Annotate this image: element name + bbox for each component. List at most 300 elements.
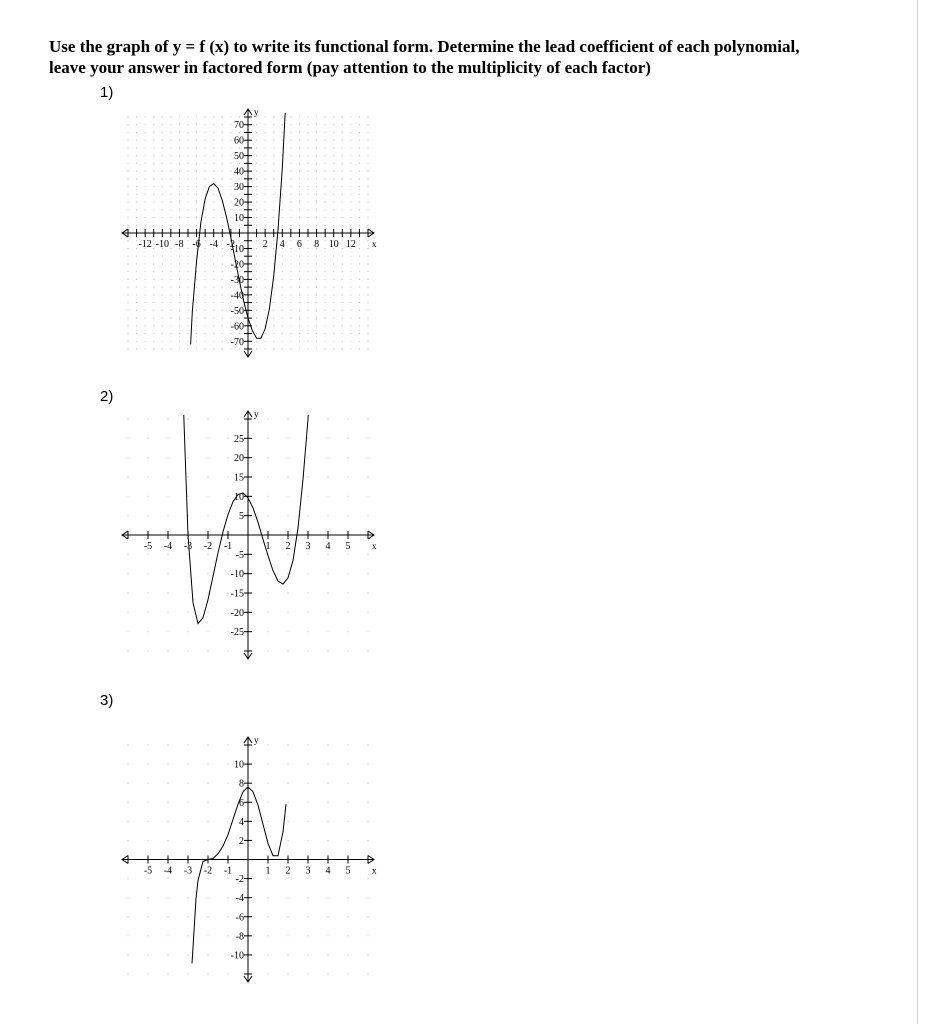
graph-3-y-tick-label: -8 (235, 931, 244, 943)
graph-1-grid-dot (290, 333, 291, 334)
graph-1-grid-dot (350, 163, 351, 164)
graph-1-grid-dot (342, 124, 343, 125)
graph-1-grid-dot (213, 209, 214, 210)
graph-1-grid-dot (196, 140, 197, 141)
graph-2-grid-dot (368, 573, 369, 574)
graph-1-grid-dot (308, 147, 309, 148)
graph-1-grid-dot (170, 186, 171, 187)
graph-1-grid-dot (222, 333, 223, 334)
graph-1-grid-dot (153, 349, 154, 350)
graph-1-grid-dot (145, 140, 146, 141)
graph-1-grid-dot (170, 209, 171, 210)
graph-1-grid-dot (136, 318, 137, 319)
graph-2-grid-dot (328, 477, 329, 478)
graph-3-y-tick-label: 6 (239, 797, 244, 809)
graph-1-grid-dot (282, 209, 283, 210)
graph-1-grid-dot (128, 217, 129, 218)
graph-1-grid-dot (290, 302, 291, 303)
graph-1-grid-dot (325, 287, 326, 288)
graph-1-grid-dot (162, 287, 163, 288)
graph-1-grid-dot (256, 294, 257, 295)
graph-3-grid-dot (148, 897, 149, 898)
graph-3-grid-dot (348, 935, 349, 936)
graph-1-grid-dot (316, 287, 317, 288)
graph-1-grid-dot (188, 171, 189, 172)
graph-1-grid-dot (316, 117, 317, 118)
graph-1-grid-dot (325, 333, 326, 334)
graph-1-grid-dot (162, 209, 163, 210)
graph-2-grid-dot (128, 631, 129, 632)
graph-1-grid-dot (290, 209, 291, 210)
graph-1-grid-dot (153, 140, 154, 141)
graph-2-grid-dot (128, 593, 129, 594)
graph-1-grid-dot (265, 302, 266, 303)
graph-1-grid-dot (299, 287, 300, 288)
graph-1-grid-dot (188, 294, 189, 295)
graph-1-grid-dot (256, 140, 257, 141)
graph-3-grid-dot (188, 745, 189, 746)
graph-1-grid-dot (316, 178, 317, 179)
graph-1-grid-dot (222, 310, 223, 311)
graph-1-grid-dot (145, 209, 146, 210)
graph-1-grid-dot (222, 325, 223, 326)
graph-1-grid-dot (299, 147, 300, 148)
graph-1-grid-dot (188, 132, 189, 133)
graph-3-grid-dot (148, 935, 149, 936)
graph-1-grid-dot (188, 240, 189, 241)
graph-1-grid-dot (136, 163, 137, 164)
graph-1-grid-dot (196, 333, 197, 334)
graph-3-grid-dot (228, 878, 229, 879)
graph-1-grid-dot (128, 310, 129, 311)
graph-1-grid-dot (205, 147, 206, 148)
graph-1-grid-dot (290, 178, 291, 179)
graph-1-y-tick-label: 50 (234, 151, 244, 163)
graph-1-grid-dot (350, 341, 351, 342)
graph-1-grid-dot (273, 209, 274, 210)
graph-3-grid-dot (328, 764, 329, 765)
graph-1-grid-dot (325, 318, 326, 319)
graph-1-grid-dot (153, 279, 154, 280)
graph-1-y-tick-label: 60 (234, 135, 244, 147)
graph-2-grid-dot (128, 554, 129, 555)
graph-3-grid-dot (128, 954, 129, 955)
graph-1-grid-dot (213, 202, 214, 203)
graph-1-grid-dot (316, 202, 317, 203)
graph-3-grid-dot (268, 916, 269, 917)
graph-1-grid-dot (316, 194, 317, 195)
graph-1-grid-dot (145, 349, 146, 350)
graph-2-grid-dot (128, 612, 129, 613)
graph-1-grid-dot (265, 155, 266, 156)
graph-1-grid-dot (222, 117, 223, 118)
graph-3-grid-dot (288, 783, 289, 784)
graph-1-grid-dot (256, 147, 257, 148)
graph-1-grid-dot (308, 217, 309, 218)
graph-1-grid-dot (179, 171, 180, 172)
graph-2-grid-dot (268, 438, 269, 439)
graph-2-grid-dot (148, 477, 149, 478)
graph-2-grid-dot (188, 457, 189, 458)
graph-1-grid-dot (196, 155, 197, 156)
graph-1-grid-dot (196, 287, 197, 288)
graph-1-grid-dot (350, 124, 351, 125)
graph-1-x-tick-label: 12 (345, 239, 356, 250)
graph-1-grid-dot (299, 163, 300, 164)
graph-1-grid-dot (213, 256, 214, 257)
graph-3-grid-dot (328, 783, 329, 784)
graph-1-grid-dot (342, 117, 343, 118)
graph-1-grid-dot (350, 279, 351, 280)
graph-1-grid-dot (350, 310, 351, 311)
graph-1-grid-dot (162, 294, 163, 295)
graph-3-y-tick-label: -10 (230, 950, 244, 962)
graph-1-grid-dot (136, 202, 137, 203)
graph-1-grid-dot (153, 271, 154, 272)
graph-1-grid-dot (256, 271, 257, 272)
graph-1-grid-dot (350, 225, 351, 226)
graph-1-grid-dot (316, 279, 317, 280)
graph-1-grid-dot (316, 294, 317, 295)
graph-1-grid-dot (136, 263, 137, 264)
graph-3-grid-dot (308, 935, 309, 936)
graph-1-grid-dot (213, 124, 214, 125)
graph-2-grid-dot (268, 515, 269, 516)
graph-1-grid-dot (308, 325, 309, 326)
graph-1-grid-dot (359, 325, 360, 326)
graph-3-grid-dot (328, 840, 329, 841)
graph-1-grid-dot (230, 349, 231, 350)
graph-1-grid-dot (299, 140, 300, 141)
graph-3-x-tick-label: 2 (285, 865, 291, 877)
graph-1-grid-dot (316, 186, 317, 187)
graph-2-grid-dot (168, 457, 169, 458)
graph-3-grid-dot (168, 764, 169, 765)
graph-3-grid-dot (168, 897, 169, 898)
graph-3-grid-dot (188, 783, 189, 784)
graph-1-grid-dot (239, 117, 240, 118)
graph-1-grid-dot (265, 333, 266, 334)
graph-1-grid-dot (162, 132, 163, 133)
graph-1-grid-dot (256, 163, 257, 164)
graph-1-grid-dot (273, 325, 274, 326)
graph-1-grid-dot (333, 124, 334, 125)
graph-1-grid-dot (205, 271, 206, 272)
graph-1-grid-dot (179, 117, 180, 118)
graph-1-grid-dot (153, 325, 154, 326)
graph-1-grid-dot (128, 349, 129, 350)
graph-1-grid-dot (350, 155, 351, 156)
graph-1-grid-dot (333, 202, 334, 203)
graph-2-grid-dot (128, 573, 129, 574)
graph-3-grid-dot (208, 764, 209, 765)
graph-1-grid-dot (273, 186, 274, 187)
graph-3-grid-dot (288, 764, 289, 765)
graph-3-grid-dot (268, 935, 269, 936)
graph-1-grid-dot (170, 132, 171, 133)
graph-1-grid-dot (299, 225, 300, 226)
graph-3-grid-dot (288, 954, 289, 955)
graph-2-grid-dot (228, 477, 229, 478)
graph-1-grid-dot (290, 147, 291, 148)
graph-1-grid-dot (188, 194, 189, 195)
graph-1-grid-dot (136, 294, 137, 295)
graph-1-grid-dot (290, 132, 291, 133)
graph-1-grid-dot (256, 333, 257, 334)
graph-1-x-tick-label: -10 (155, 239, 169, 250)
graph-1-grid-dot (359, 132, 360, 133)
graph-1-grid-dot (205, 318, 206, 319)
problem-2-graph (118, 407, 380, 663)
graph-1-grid-dot (282, 186, 283, 187)
graph-1-grid-dot (136, 310, 137, 311)
graph-1-grid-dot (145, 333, 146, 334)
graph-1-grid-dot (162, 217, 163, 218)
graph-3-grid-dot (228, 897, 229, 898)
graph-2-grid-dot (268, 651, 269, 652)
problem-3-number: 3) (100, 692, 114, 709)
graph-1-grid-dot (128, 155, 129, 156)
graph-2-grid-dot (128, 457, 129, 458)
graph-1-grid-dot (273, 171, 274, 172)
graph-3-y-tick-label: 10 (234, 759, 244, 771)
graph-1-grid-dot (222, 124, 223, 125)
graph-1-grid-dot (162, 124, 163, 125)
graph-3-grid-dot (128, 783, 129, 784)
graph-1-grid-dot (179, 341, 180, 342)
graph-1-grid-dot (179, 279, 180, 280)
graph-1-grid-dot (333, 294, 334, 295)
graph-1-grid-dot (136, 248, 137, 249)
graph-1-y-tick-label: 10 (234, 213, 244, 225)
graph-1-grid-dot (316, 171, 317, 172)
graph-1-grid-dot (145, 117, 146, 118)
graph-1-x-axis-label: x (372, 239, 377, 249)
graph-1-grid-dot (256, 132, 257, 133)
graph-1-grid-dot (205, 194, 206, 195)
graph-1-grid-dot (308, 178, 309, 179)
graph-2-grid-dot (348, 593, 349, 594)
graph-1-y-tick-label: -40 (230, 290, 244, 302)
graph-1-grid-dot (316, 271, 317, 272)
graph-3-grid-dot (128, 821, 129, 822)
graph-1-grid-dot (196, 294, 197, 295)
graph-1-grid-dot (179, 294, 180, 295)
graph-1-grid-dot (256, 186, 257, 187)
graph-3-grid-dot (308, 954, 309, 955)
graph-3-grid-dot (348, 916, 349, 917)
graph-1-grid-dot (205, 178, 206, 179)
graph-1-grid-dot (188, 225, 189, 226)
graph-1-grid-dot (205, 294, 206, 295)
graph-3-y-tick-label: -6 (235, 912, 244, 924)
graph-1-grid-dot (273, 263, 274, 264)
graph-1-grid-dot (136, 271, 137, 272)
graph-1-grid-dot (230, 302, 231, 303)
graph-1-grid-dot (325, 209, 326, 210)
graph-3-grid-dot (348, 840, 349, 841)
graph-1-grid-dot (342, 147, 343, 148)
graph-2-grid-dot (148, 573, 149, 574)
graph-1-grid-dot (342, 271, 343, 272)
graph-3-grid-dot (268, 897, 269, 898)
graph-3-x-tick-label: -4 (163, 865, 173, 877)
graph-2-grid-dot (168, 651, 169, 652)
graph-1-grid-dot (290, 194, 291, 195)
graph-1-grid-dot (128, 302, 129, 303)
graph-1-grid-dot (188, 333, 189, 334)
graph-1-grid-dot (222, 178, 223, 179)
graph-3-grid-dot (228, 802, 229, 803)
graph-1-grid-dot (162, 194, 163, 195)
graph-1-grid-dot (170, 202, 171, 203)
graph-1-grid-dot (316, 302, 317, 303)
graph-1-grid-dot (230, 124, 231, 125)
graph-1-grid-dot (256, 248, 257, 249)
graph-1-grid-dot (170, 287, 171, 288)
graph-1-grid-dot (299, 155, 300, 156)
graph-3-grid-dot (328, 821, 329, 822)
graph-1-grid-dot (265, 271, 266, 272)
graph-1-grid-dot (128, 178, 129, 179)
graph-3-x-tick-label: -1 (223, 865, 233, 877)
graph-1-grid-dot (230, 217, 231, 218)
graph-1-grid-dot (359, 209, 360, 210)
graph-3-grid-dot (168, 916, 169, 917)
graph-1-grid-dot (333, 117, 334, 118)
graph-2-y-tick-label: -5 (235, 549, 244, 561)
graph-2-x-tick-label: 2 (285, 541, 291, 552)
graph-1-grid-dot (205, 240, 206, 241)
graph-3-grid-dot (328, 878, 329, 879)
graph-1-grid-dot (359, 256, 360, 257)
graph-1-grid-dot (265, 186, 266, 187)
graph-1-grid-dot (282, 256, 283, 257)
graph-2-grid-dot (348, 438, 349, 439)
graph-1-grid-dot (179, 225, 180, 226)
graph-1-grid-dot (333, 171, 334, 172)
problem-2-number: 2) (100, 388, 114, 405)
graph-1-grid-dot (316, 225, 317, 226)
graph-1-grid-dot (162, 186, 163, 187)
graph-3-grid-dot (208, 974, 209, 975)
graph-1-grid-dot (222, 209, 223, 210)
graph-1-grid-dot (368, 155, 369, 156)
graph-1-grid-dot (342, 279, 343, 280)
graph-3-x-tick-label: 3 (305, 865, 311, 877)
graph-1-grid-dot (162, 225, 163, 226)
graph-1-grid-dot (350, 318, 351, 319)
graph-1-grid-dot (359, 271, 360, 272)
graph-1-y-tick-label: -30 (230, 274, 244, 286)
graph-1-grid-dot (342, 163, 343, 164)
graph-1-grid-dot (145, 124, 146, 125)
graph-1-grid-dot (196, 171, 197, 172)
graph-1-grid-dot (205, 310, 206, 311)
graph-1-grid-dot (368, 209, 369, 210)
graph-2-grid-dot (368, 477, 369, 478)
graph-2-grid-dot (188, 496, 189, 497)
graph-1-grid-dot (145, 302, 146, 303)
graph-1-grid-dot (290, 287, 291, 288)
graph-1-grid-dot (368, 147, 369, 148)
graph-1-grid-dot (368, 333, 369, 334)
graph-3-grid-dot (148, 745, 149, 746)
graph-1-grid-dot (213, 132, 214, 133)
graph-1-grid-dot (230, 209, 231, 210)
graph-2-grid-dot (368, 554, 369, 555)
graph-1-grid-dot (205, 117, 206, 118)
graph-1-grid-dot (239, 147, 240, 148)
graph-1-grid-dot (188, 263, 189, 264)
graph-1-grid-dot (213, 302, 214, 303)
graph-3-grid-dot (128, 916, 129, 917)
graph-1-x-tick-label: 4 (279, 239, 285, 250)
graph-3-grid-dot (368, 802, 369, 803)
graph-1-grid-dot (230, 225, 231, 226)
graph-1-y-tick-label: 30 (234, 182, 244, 194)
graph-2-grid-dot (128, 651, 129, 652)
graph-1-grid-dot (350, 217, 351, 218)
graph-1-grid-dot (342, 155, 343, 156)
graph-1-grid-dot (230, 194, 231, 195)
graph-1-grid-dot (145, 294, 146, 295)
graph-1-y-tick-label: -10 (230, 243, 244, 255)
graph-1-grid-dot (299, 279, 300, 280)
graph-1-grid-dot (128, 287, 129, 288)
graph-1-grid-dot (333, 333, 334, 334)
graph-1-grid-dot (368, 302, 369, 303)
graph-3-grid-dot (128, 897, 129, 898)
graph-1-grid-dot (179, 209, 180, 210)
graph-1-grid-dot (128, 248, 129, 249)
graph-1-x-tick-label: -2 (226, 239, 236, 250)
graph-1-grid-dot (230, 140, 231, 141)
graph-3-grid-dot (348, 821, 349, 822)
graph-1-grid-dot (299, 194, 300, 195)
graph-1-grid-dot (188, 256, 189, 257)
graph-2-grid-dot (148, 593, 149, 594)
graph-1-grid-dot (162, 302, 163, 303)
graph-1-grid-dot (213, 294, 214, 295)
graph-1-grid-dot (128, 341, 129, 342)
graph-1-grid-dot (273, 140, 274, 141)
graph-1-grid-dot (230, 163, 231, 164)
graph-1-grid-dot (290, 271, 291, 272)
graph-1-grid-dot (170, 341, 171, 342)
graph-1-grid-dot (299, 271, 300, 272)
graph-1-grid-dot (128, 117, 129, 118)
graph-1-grid-dot (316, 256, 317, 257)
graph-1-grid-dot (299, 333, 300, 334)
graph-1-grid-dot (153, 155, 154, 156)
graph-1-grid-dot (342, 132, 343, 133)
graph-1-grid-dot (213, 271, 214, 272)
graph-1-grid-dot (145, 171, 146, 172)
graph-1-grid-dot (222, 294, 223, 295)
graph-1-grid-dot (325, 117, 326, 118)
graph-1-grid-dot (359, 333, 360, 334)
graph-1-grid-dot (188, 163, 189, 164)
graph-1-grid-dot (170, 217, 171, 218)
graph-1-grid-dot (179, 140, 180, 141)
graph-3-grid-dot (188, 974, 189, 975)
graph-2-grid-dot (168, 496, 169, 497)
graph-1-grid-dot (136, 333, 137, 334)
graph-1-grid-dot (205, 302, 206, 303)
graph-1-grid-dot (128, 209, 129, 210)
graph-1-grid-dot (230, 132, 231, 133)
